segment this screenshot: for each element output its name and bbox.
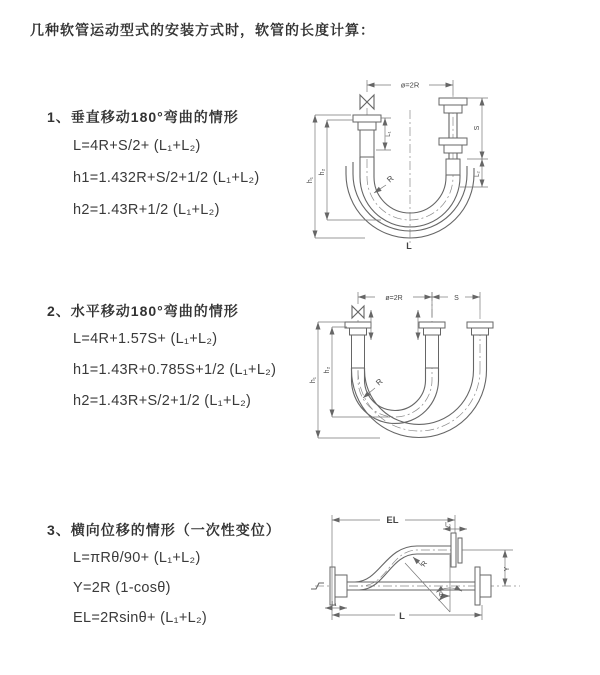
braided-hose-section-left — [360, 130, 374, 157]
dim-label-s: S — [474, 125, 481, 131]
section-3-formula-L: L=πRθ/90+ (L₁+L₂) — [73, 550, 201, 566]
dim-label-l1: L₁ — [331, 601, 337, 608]
section-2-formula-h2: h2=1.43R+S/2+1/2 (L₁+L₂) — [73, 393, 252, 409]
section-2-formula-L: L=4R+1.57S+ (L₁+L₂) — [73, 331, 218, 347]
page-title: 几种软管运动型式的安装方式时，软管的长度计算： — [30, 22, 375, 38]
dim-label-theta: θ — [439, 592, 443, 599]
section-2-formula-h1: h1=1.43R+0.785S+1/2 (L₁+L₂) — [73, 362, 277, 378]
section-1-heading: 1、垂直移动180°弯曲的情形 — [47, 109, 239, 125]
valve-icon — [360, 95, 374, 109]
dim-label-radius: R — [420, 560, 430, 569]
section-3-formula-Y: Y=2R (1-cosθ) — [73, 580, 171, 596]
section-3-heading: 3、横向位移的情形（一次性变位） — [47, 522, 281, 538]
dim-label-radius: R — [374, 376, 385, 388]
vertical-180-bend-diagram — [305, 62, 600, 264]
horizontal-180-bend-diagram — [305, 282, 600, 462]
dim-label-s: S — [454, 294, 459, 302]
dim-label-span: ø=2R — [400, 80, 420, 90]
dim-label-h2: h₂ — [319, 168, 326, 176]
dimension-lines — [325, 515, 513, 622]
section-3-formula-EL: EL=2Rsinθ+ (L₁+L₂) — [73, 610, 208, 626]
dim-label-l2: L₂ — [475, 171, 481, 177]
lateral-displacement-diagram — [305, 505, 600, 655]
dim-label-y: Y — [504, 566, 511, 572]
dim-label-el: EL — [386, 515, 399, 526]
dim-label-h2: h₂ — [324, 366, 331, 374]
hose-body — [352, 335, 487, 438]
valve-icon — [352, 306, 364, 318]
dim-label-radius: R — [385, 173, 396, 185]
section-1-formula-h1: h1=1.432R+S/2+1/2 (L₁+L₂) — [73, 170, 260, 186]
dim-label-h1: h₁ — [307, 176, 314, 184]
section-1-formula-h2: h2=1.43R+1/2 (L₁+L₂) — [73, 202, 220, 218]
pipe-fittings — [345, 306, 493, 335]
dimension-lines — [310, 292, 480, 438]
dim-label-l1: L₁ — [386, 131, 392, 137]
braided-hose-section-right — [446, 159, 460, 175]
dim-label-length: L — [406, 241, 412, 251]
dim-label-length: L — [399, 611, 405, 622]
hose-centerlines — [358, 292, 480, 431]
section-1-formula-L: L=4R+S/2+ (L₁+L₂) — [73, 138, 201, 154]
dim-label-h1: h₁ — [310, 376, 317, 384]
section-2-heading: 2、水平移动180°弯曲的情形 — [47, 303, 239, 319]
dim-label-span: ø=2R — [385, 294, 403, 302]
dim-label-l2: L₂ — [445, 522, 451, 529]
braided-hose-section-left — [352, 335, 365, 368]
braided-hose-section-middle — [426, 335, 439, 368]
